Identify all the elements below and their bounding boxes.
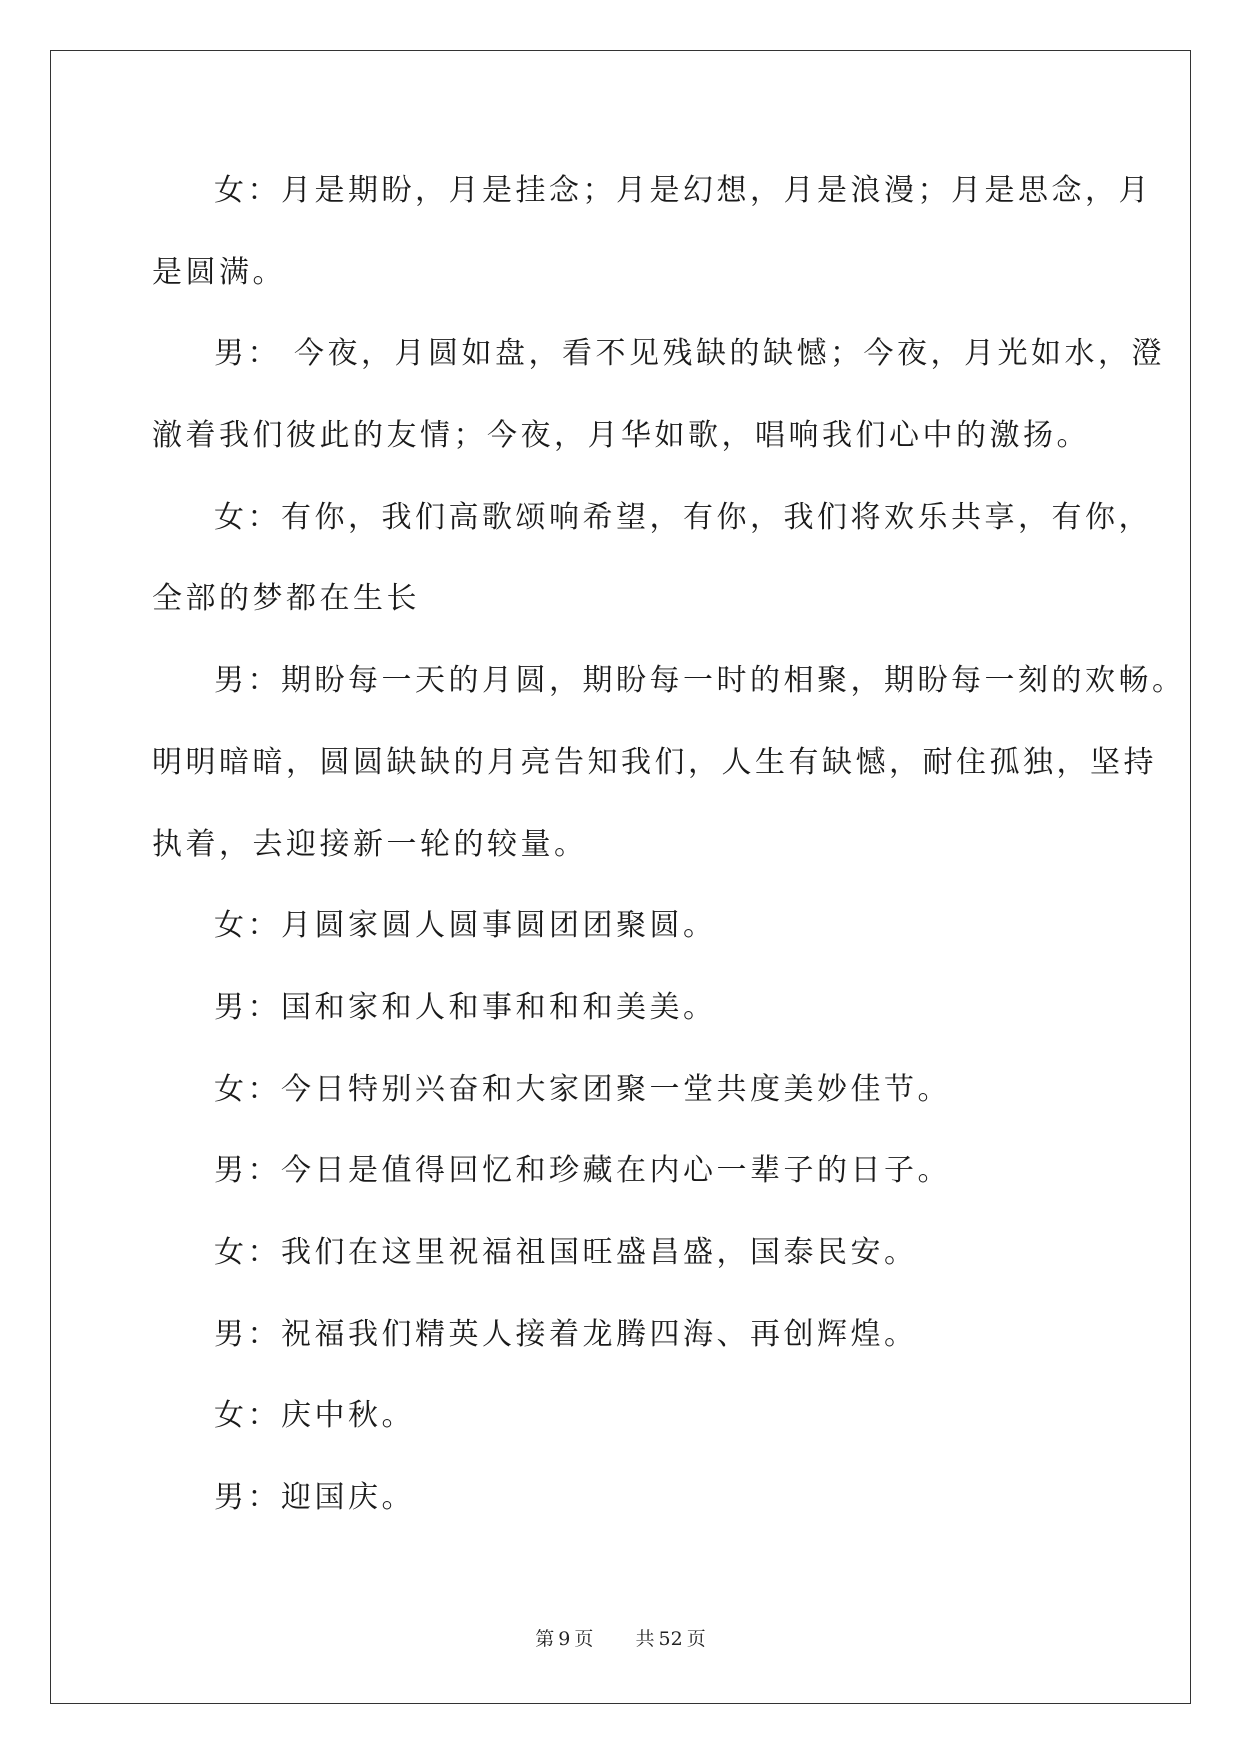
page-prefix: 第	[535, 1628, 555, 1650]
text-line: 执着，去迎接新一轮的较量。	[152, 827, 588, 862]
text-line: 明明暗暗，圆圆缺缺的月亮告知我们，人生有缺憾，耐住孤独，坚持	[152, 745, 1157, 780]
text-line: 男：国和家和人和事和和和美美。	[214, 990, 717, 1025]
page-number: 9	[558, 1628, 571, 1650]
text-line: 是圆满。	[152, 255, 286, 290]
text-line: 女：月是期盼，月是挂念；月是幻想，月是浪漫；月是思念，月	[214, 173, 1152, 208]
text-line: 女：庆中秋。	[214, 1398, 415, 1433]
text-line: 男：期盼每一天的月圆，期盼每一时的相聚，期盼每一刻的欢畅。	[214, 663, 1186, 698]
page-footer	[0, 1627, 1241, 1651]
text-line: 全部的梦都在生长	[152, 581, 420, 616]
text-line: 女：我们在这里祝福祖国旺盛昌盛，国泰民安。	[214, 1235, 918, 1270]
total-pages-label	[634, 1628, 708, 1650]
page-suffix: 页	[574, 1628, 594, 1650]
total-number: 52	[658, 1628, 683, 1650]
text-line: 女：月圆家圆人圆事圆团团聚圆。	[214, 908, 717, 943]
text-line: 澈着我们彼此的友情；今夜，月华如歌，唱响我们心中的激扬。	[152, 418, 1090, 453]
total-suffix: 页	[686, 1628, 706, 1650]
text-line: 女：有你，我们高歌颂响希望，有你，我们将欢乐共享，有你，	[214, 500, 1152, 535]
total-prefix: 共	[635, 1628, 655, 1650]
page-number-label	[533, 1628, 601, 1650]
text-line: 男： 今夜，月圆如盘，看不见残缺的缺憾；今夜，月光如水，澄	[214, 336, 1166, 371]
text-line: 男：祝福我们精英人接着龙腾四海、再创辉煌。	[214, 1317, 918, 1352]
text-line: 男：今日是值得回忆和珍藏在内心一辈子的日子。	[214, 1153, 951, 1188]
page-border	[50, 50, 1191, 1704]
text-line: 男：迎国庆。	[214, 1480, 415, 1515]
text-line: 女：今日特别兴奋和大家团聚一堂共度美妙佳节。	[214, 1072, 951, 1107]
